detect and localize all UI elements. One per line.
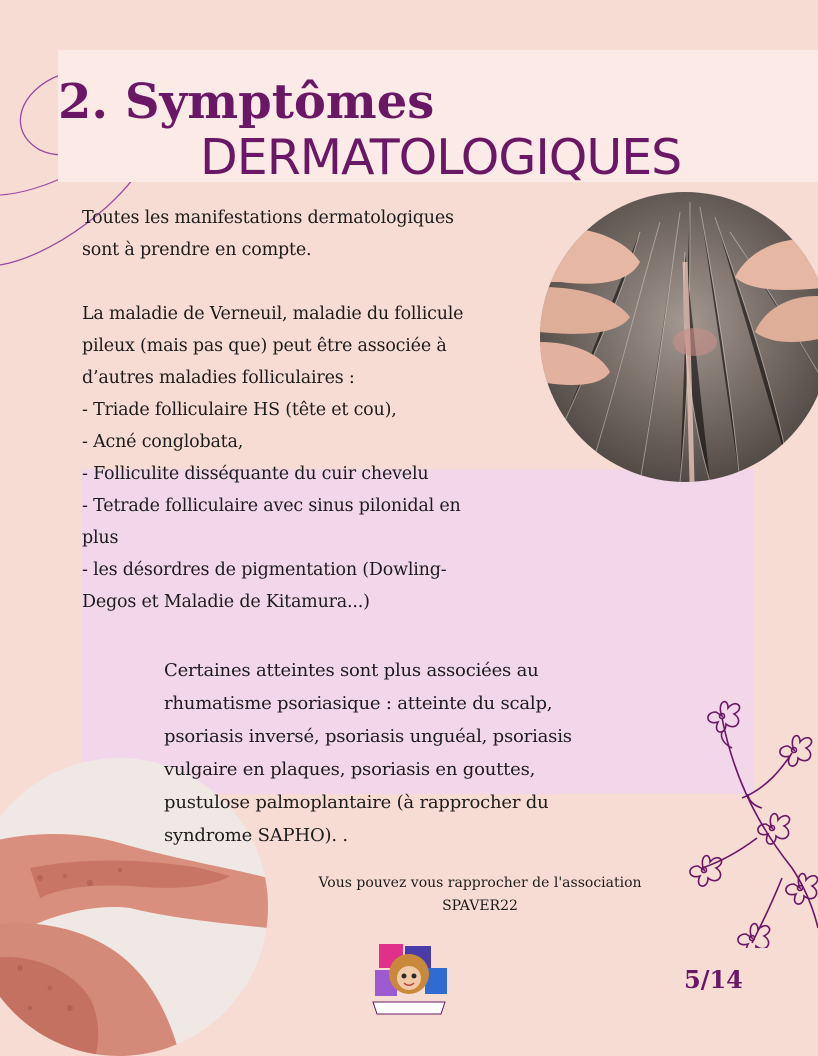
body-line: sont à prendre en compte.	[82, 240, 312, 260]
contact-line: SPAVER22	[442, 898, 518, 914]
body-line: - Folliculite disséquante du cuir chevelu	[82, 464, 429, 484]
body-line: Toutes les manifestations dermatologiques	[82, 208, 454, 228]
page-title: 2. Symptômes	[58, 74, 435, 130]
body-line: vulgaire en plaques, psoriasis en gouttes,	[164, 759, 536, 780]
body-line: Certaines atteintes sont plus associées au	[164, 660, 539, 681]
intro-text	[82, 202, 552, 618]
psoriasis-text	[164, 654, 654, 852]
body-line: - Acné conglobata,	[82, 432, 244, 452]
body-line: - les désordres de pigmentation (Dowling-	[82, 560, 447, 580]
scalp-photo	[540, 192, 818, 482]
contact-note	[270, 872, 690, 918]
body-line: pileux (mais pas que) peut être associée à	[82, 336, 447, 356]
flower-branch-icon	[682, 688, 818, 948]
page-subtitle: DERMATOLOGIQUES	[200, 129, 682, 186]
association-logo	[365, 940, 453, 1020]
body-line: Degos et Maladie de Kitamura...)	[82, 592, 370, 612]
body-line: rhumatisme psoriasique : atteinte du scalp,	[164, 693, 553, 714]
body-line: psoriasis inversé, psoriasis unguéal, psoriasis	[164, 726, 572, 747]
body-line: La maladie de Verneuil, maladie du follicule	[82, 304, 464, 324]
body-line: plus	[82, 528, 119, 548]
body-line: - Triade folliculaire HS (tête et cou),	[82, 400, 397, 420]
body-line: syndrome SAPHO). .	[164, 825, 348, 846]
body-line: - Tetrade folliculaire avec sinus pilonidal en	[82, 496, 461, 516]
page-number: 5/14	[684, 965, 743, 994]
contact-line: Vous pouvez vous rapprocher de l'association	[318, 875, 642, 891]
body-line: pustulose palmoplantaire (à rapprocher du	[164, 792, 549, 813]
body-line: d’autres maladies folliculaires :	[82, 368, 355, 388]
